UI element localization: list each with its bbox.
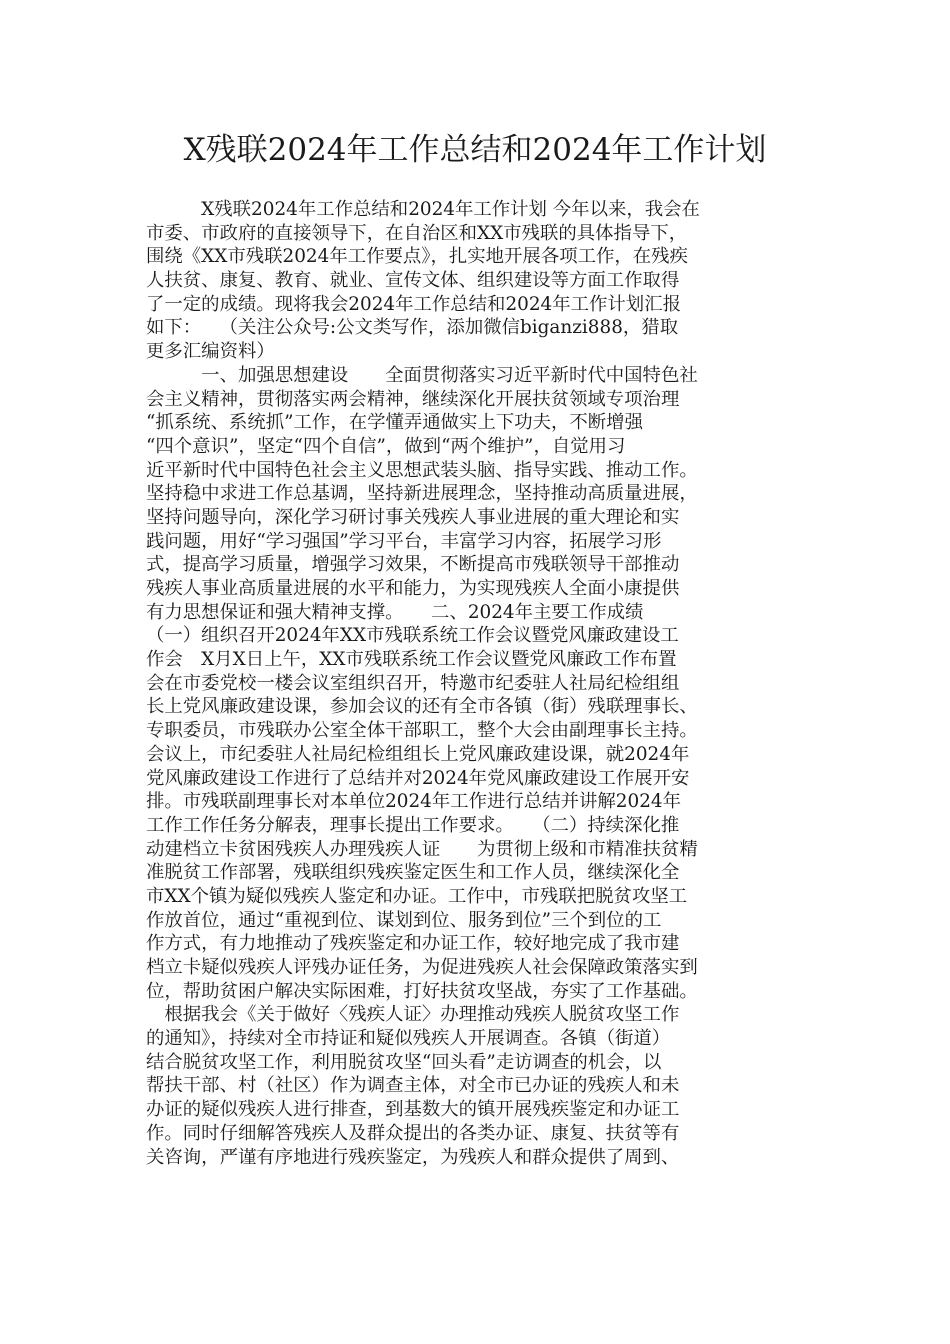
body-text-line: 会主义精神，贯彻落实两会精神，继续深化开展扶贫领域专项治理 — [146, 388, 680, 410]
body-text-line: 有力思想保证和强大精神支撑。 二、2024年主要工作成绩 — [146, 601, 644, 623]
body-text-line: 根据我会《关于做好〈残疾人证〉办理推动残疾人脱贫攻坚工作 — [146, 1004, 680, 1026]
body-text-line: 了一定的成绩。现将我会2024年工作总结和2024年工作计划汇报 — [146, 293, 681, 315]
body-text-line: “抓系统、系统抓”工作，在学懂弄通做实上下功夫，不断增强 — [146, 412, 643, 434]
body-text-line: （一）组织召开2024年XX市残联系统工作会议暨党风廉政建设工 — [146, 625, 679, 647]
body-text-line: 人扶贫、康复、教育、就业、宣传文体、组织建设等方面工作取得 — [146, 270, 680, 292]
body-text-line: 结合脱贫攻坚工作，利用脱贫攻坚“回头看”走访调查的机会，以 — [146, 1051, 662, 1073]
body-text-line: “四个意识”，坚定“四个自信”，做到“两个维护”，自觉用习 — [146, 435, 626, 457]
body-text-line: 的通知》，持续对全市持证和疑似残疾人开展调查。各镇（街道） — [146, 1028, 671, 1050]
body-text-line: 长上党风廉政建设课，参加会议的还有全市各镇（街）残联理事长、 — [146, 696, 698, 718]
body-text-line: 近平新时代中国特色社会主义思想武装头脑、指导实践、推动工作。 — [146, 459, 698, 481]
body-text-line: 作放首位，通过“重视到位、谋划到位、服务到位”三个到位的工 — [146, 909, 662, 931]
document-body — [146, 198, 808, 1169]
body-text-line: 会议上，市纪委驻人社局纪检组组长上党风廉政建设课，就2024年 — [146, 743, 690, 765]
document-title: X残联2024年工作总结和2024年工作计划 — [183, 132, 767, 168]
body-text-line: 如下： （关注公众号:公文类写作，添加微信biganzi888，猎取 — [146, 317, 679, 339]
body-text-line: 准脱贫工作部署，残联组织残疾鉴定医生和工作人员，继续深化全 — [146, 862, 680, 884]
body-text-line: 专职委员，市残联办公室全体干部职工，整个大会由副理事长主持。 — [146, 720, 698, 742]
body-text-line: 作会 X月X日上午，XX市残联系统工作会议暨党风廉政工作布置 — [146, 649, 677, 671]
body-text-line: 践问题，用好“学习强国”学习平台，丰富学习内容，拓展学习形 — [146, 530, 662, 552]
body-text-line: 办证的疑似残疾人进行排查，到基数大的镇开展残疾鉴定和办证工 — [146, 1099, 680, 1121]
body-text-line: 会在市委党校一楼会议室组织召开，特邀市纪委驻人社局纪检组组 — [146, 672, 680, 694]
body-text-line: 坚持稳中求进工作总基调，坚持新进展理念，坚持推动高质量进展， — [146, 483, 698, 505]
body-text-line: 位，帮助贫困户解决实际困难，打好扶贫攻坚战，夯实了工作基础。 — [146, 980, 698, 1002]
body-text-line: 市XX个镇为疑似残疾人鉴定和办证。工作中，市残联把脱贫攻坚工 — [146, 885, 688, 907]
body-text-line: 动建档立卡贫困残疾人办理残疾人证 为贯彻上级和市精准扶贫精 — [146, 838, 698, 860]
body-text-line: 残疾人事业高质量进展的水平和能力，为实现残疾人全面小康提供 — [146, 578, 680, 599]
body-text-line: 市委、市政府的直接领导下，在自治区和XX市残联的具体指导下， — [146, 222, 688, 244]
body-text-line: 排。市残联副理事长对本单位2024年工作进行总结并讲解2024年 — [146, 791, 681, 813]
body-text-line: 一、加强思想建设 全面贯彻落实习近平新时代中国特色社 — [146, 364, 698, 386]
body-text-line: 档立卡疑似残疾人评残办证任务，为促进残疾人社会保障政策落实到 — [146, 957, 698, 978]
body-text-line: 坚持问题导向，深化学习研讨事关残疾人事业进展的重大理论和实 — [146, 506, 680, 528]
body-text-line: 更多汇编资料） — [146, 341, 275, 363]
body-text-line: 帮扶干部、村（社区）作为调查主体，对全市已办证的残疾人和未 — [146, 1075, 680, 1097]
body-text-line: 党风廉政建设工作进行了总结并对2024年党风廉政建设工作展开安 — [146, 767, 690, 789]
body-text-line: 式，提高学习质量，增强学习效果，不断提高市残联领导干部推动 — [146, 554, 680, 576]
body-text-line: 作方式，有力地推动了残疾鉴定和办证工作，较好地完成了我市建 — [146, 933, 680, 955]
body-text-line: 围绕《XX市残联2024年工作要点》，扎实地开展各项工作，在残疾 — [146, 246, 688, 268]
body-text-line: 工作工作任务分解表，理事长提出工作要求。 （二）持续深化推 — [146, 814, 680, 836]
body-text-line: 作。同时仔细解答残疾人及群众提出的各类办证、康复、扶贫等有 — [146, 1122, 680, 1144]
body-text-line: 关咨询，严谨有序地进行残疾鉴定，为残疾人和群众提供了周到、 — [146, 1146, 680, 1168]
body-text-line: X残联2024年工作总结和2024年工作计划 今年以来，我会在 — [146, 199, 700, 220]
